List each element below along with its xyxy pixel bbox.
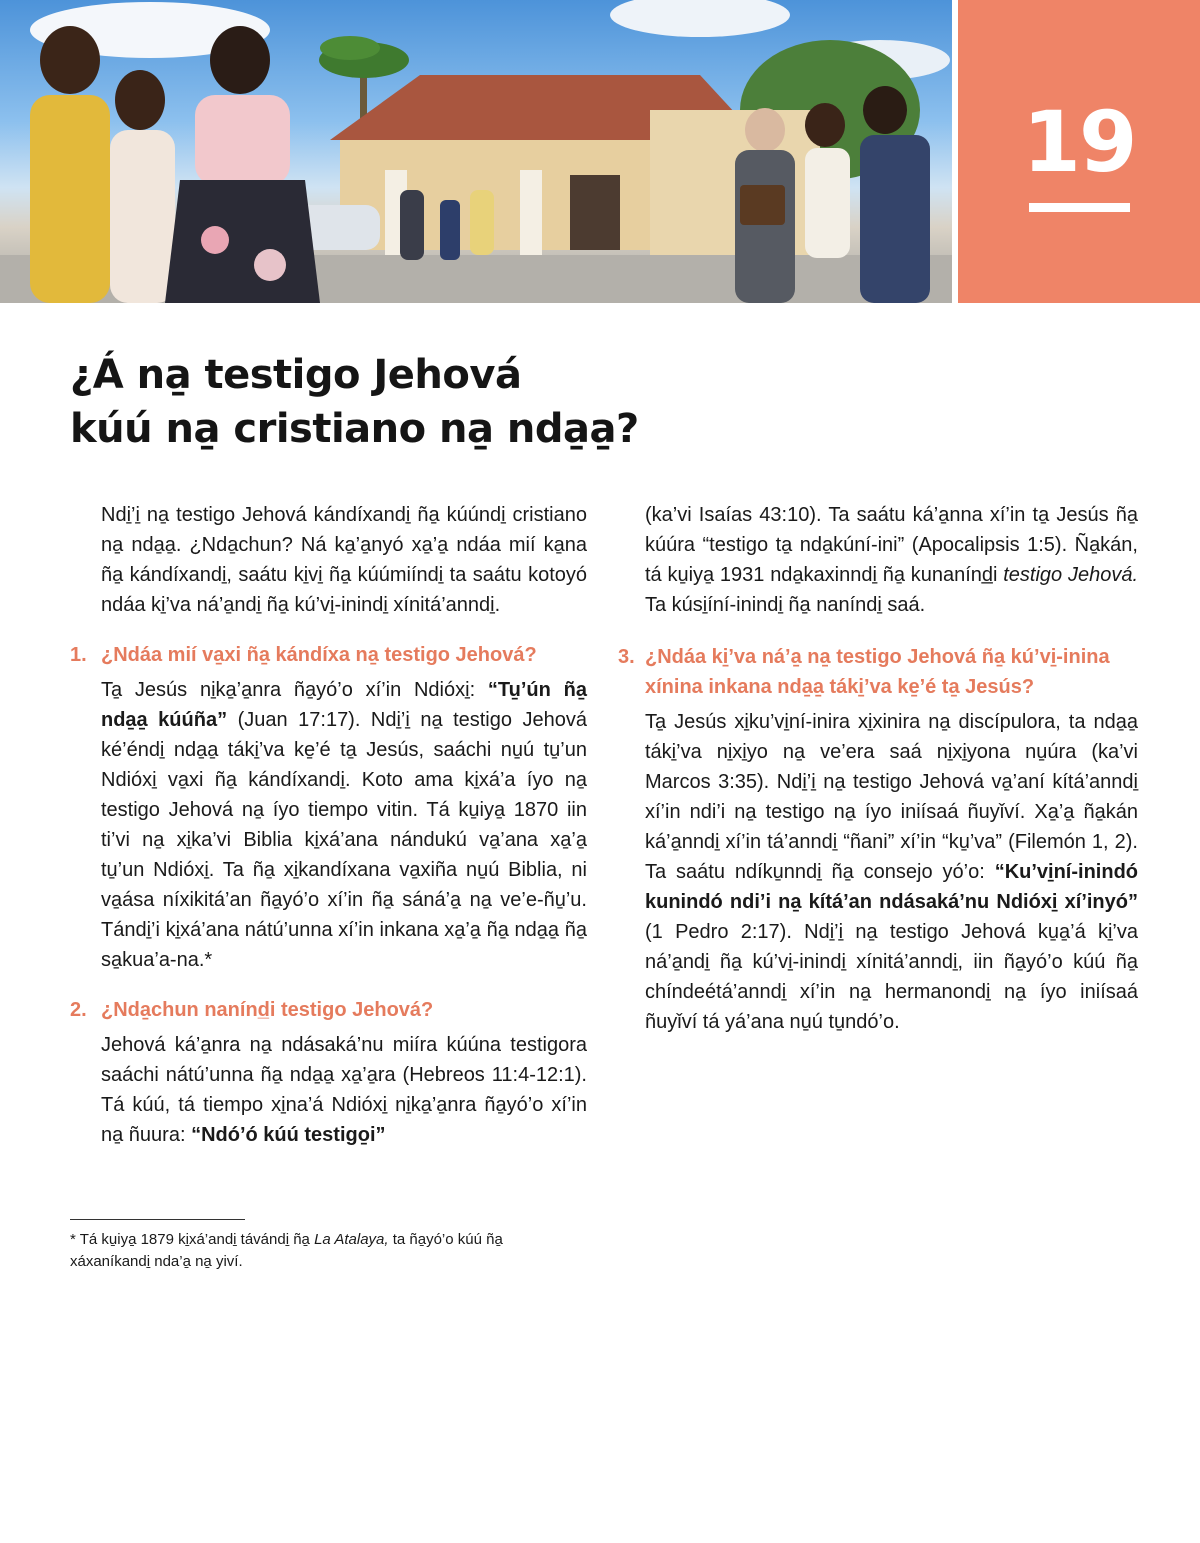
lesson-number: 19 (1022, 93, 1136, 191)
question-text: ¿Ndáa mií va̱xi ña̱ kándíxa na̱ testigo Jehová? (101, 644, 537, 666)
answer-text: (ka’vi Isaías 43:10). Ta saátu ká’a̱nna xí’in ta̱ Jesús ña̱ kúúra “testigo ta̱ nda̱kúní-ini” (Apocalipsis 1:5). Ña̱kán, tá ku̱iya̱ 1931 nda̱kaxinndi̱ ña̱ kunanínd̲i (645, 504, 1138, 586)
italic-term: testigo Jehová. (1003, 564, 1138, 586)
question-number: 2. (70, 999, 87, 1021)
answer-2-part-2 (618, 500, 1138, 620)
footnote (70, 1229, 587, 1273)
answer-1 (70, 675, 587, 975)
question-text: ¿Ndáa ki̱’va ná’a̱ na̱ testigo Jehová ña̱ kú’vi̱-inina xínina inkana nda̱a̱ táki̱’va ke̱’é ta̱ Jesús? (645, 646, 1110, 698)
question-number: 1. (70, 644, 87, 666)
footnote-italic: La Atalaya, (314, 1231, 389, 1248)
answer-text: (Juan 17:17). Ndi̱’i̱ na̱ testigo Jehová ké’éndi̱ nda̱a̱ táki̱’va ke̱’é ta̱ Jesús, saáchi nu̱ú tu̱’un Ndióxi̱ va̱xi ña̱ kándíxandi̱. Koto ama ki̱xá’a íyo na̱ testigo Jehová na̱ íyo tiempo vitin. Tá ku̱iya̱ 1870 iin ti’vi na̱ xi̱ka’vi Biblia ki̱xá’ana nándukú va̱’ana xa̱’a̱ tu̱’un Ndióxi̱. Ta ña̱ xi̱kandíxana va̱xiña nu̱ú Biblia, ni va̱ása níxikitá’an ña̱yó’o xí’in ña̱ sáná’a̱ na̱ ve’e-ñu̱’u. Tándi̱’i ki̱xá’ana nátú’unna xí’in inkana xa̱’a̱ ña̱ nda̱a̱ ña̱ sa̱kua’a-na.* (101, 709, 587, 971)
page-title (70, 348, 1130, 456)
scripture-quote: “Ndó’ó kúú testigo̱i” (191, 1124, 386, 1146)
right-column (618, 500, 1138, 1037)
answer-text: Ta̱ Jesús ni̱ka̱’a̱nra ña̱yó’o xí’in Ndióxi̱: (101, 679, 488, 701)
answer-3 (618, 707, 1138, 1037)
title-line-1: ¿Á na̱ testigo Jehová (70, 352, 522, 398)
question-number: 3. (618, 646, 635, 668)
lesson-number-box (958, 0, 1200, 303)
kingdom-hall-scene-illustration (0, 0, 952, 303)
title-line-2: kúú na̱ cristiano na̱ nda̱a̱? (70, 406, 639, 452)
scripture-quote: “Ku’vi̱ní-inindó kunindó ndi’i na̱ kítá’an ndásaká’nu Ndióxi̱ xí’inyó” (645, 861, 1138, 913)
lesson-underline (1029, 203, 1130, 212)
question-text: ¿Nda̱chun nanínd̲i testigo Jehová? (101, 999, 434, 1021)
footnote-text: ta ña̱yó’o kúú ña̱ xáxaníkandi̱ nda’a̱ na̱ yiví. (70, 1231, 503, 1270)
question-2 (70, 995, 587, 1025)
scripture-quote: “Tu̱’ún ña̱ nda̱a̱ kúúña” (101, 679, 587, 731)
intro-paragraph: Ndi̱’i̱ na̱ testigo Jehová kándíxandi̱ ña̱ kúúndi̱ cristiano na̱ nda̱a̱. ¿Nda̱chun? Ná ka̱’a̱nyó xa̱’a̱ ndáa mií ka̱na ña̱ kándíxandi̱, saátu ki̱vi̱ ña̱ kúúmiíndi̱ ta saátu kotoyó ndáa ki̱’va ná’a̱ndi̱ ña̱ kú’vi̱-inindi̱ xínitá’anndi̱. (101, 504, 587, 616)
answer-text: (1 Pedro 2:17). Ndi̱’i̱ na̱ testigo Jehová ku̱a̱’á ki̱’va ná’a̱ndi̱ ña̱ kú’vi̱-inindi̱ xínitá’anndi̱, iin ña̱yó’o kúú ña̱ chíndeétá’anndi̱ xí’in na̱ hermanondi̱ na̱ íyo iniísaá ñuyǐví tá yá’ana nu̱ú tu̱ndó’o. (645, 921, 1138, 1033)
question-3 (618, 642, 1138, 702)
left-column (70, 500, 587, 1150)
answer-text: Ta kúsi̱íní-inindi̱ ña̱ naníndi̱ saá. (645, 594, 926, 616)
footnote-text: * Tá ku̱iya̱ 1879 ki̱xá’andi̱ távándi̱ ña̱ (70, 1231, 315, 1248)
answer-text: Jehová ká’a̱nra na̱ ndásaká’nu miíra kúúna testigora saáchi nátú’unna ña̱ nda̱a̱ xa̱’a̱ra (Hebreos 11:4-12:1). Tá kúú, tá tiempo xi̱na’á Ndióxi̱ ni̱ka̱’a̱nra ña̱yó’o xí’in na̱ ñuura: (101, 1034, 587, 1146)
answer-2-part-1 (70, 1030, 587, 1150)
header-photo (0, 0, 952, 303)
question-1 (70, 640, 587, 670)
answer-text: Ta̱ Jesús xi̱ku’vi̱ní-inira xi̱xinira na̱ discípulora, ta nda̱a̱ táki̱’va ni̱xi̱yo na̱ ve’era saá ni̱xi̱yona nu̱úra (ka’vi Marcos 3:35). Ndi̱’i̱ na̱ testigo Jehová va̱’aní kítá’anndi̱ xí’in ndi’i na̱ testigo na̱ íyo iniísaá ñuyǐví. Xa̱’a̱ ña̱kán ká’a̱nndi̱ xí’in tá’anndi̱ “ñani” xí’in “ku̱’va” (Filemón 1, 2). Ta saátu ndíku̱nndi̱ ña̱ consejo yó’o: (645, 711, 1138, 883)
footnote-divider (70, 1219, 245, 1220)
